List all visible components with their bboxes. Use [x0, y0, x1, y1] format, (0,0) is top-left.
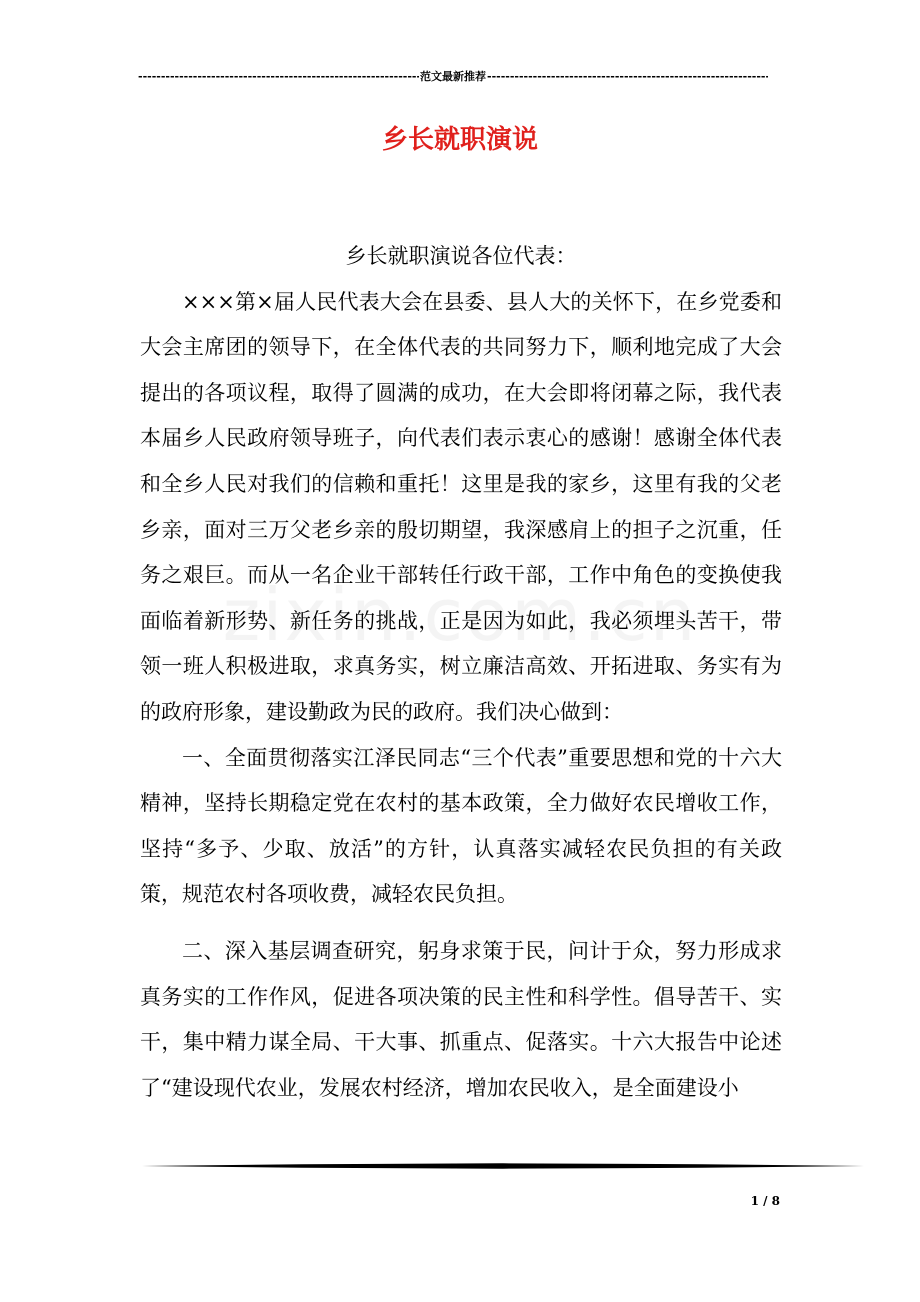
page-header	[138, 68, 768, 86]
paragraph-2: 一、全面贯彻落实江泽民同志“三个代表”重要思想和党的十六大精神，坚持长期稳定党在农村的基本政策，全力做好农民增收工作，坚持“多予、少取、放活”的方针，认真落实减轻农民负担的有关政策，规范农村各项收费，减轻农民负担。	[140, 745, 782, 907]
document-title: 乡长就职演说	[381, 125, 538, 155]
salutation: 乡长就职演说各位代表：	[345, 244, 577, 268]
paragraph-3: 二、深入基层调查研究，躬身求策于民，问计于众，努力形成求真务实的工作作风，促进各项决策的民主性和科学性。倡导苦干、实干，集中精力谋全局、干大事、抓重点、促落实。十六大报告中论述了“建设现代农业，发展农村经济，增加农民收入，是全面建设小	[140, 938, 782, 1100]
header-label: 范文最新推荐	[420, 70, 486, 83]
header-dashes-right	[487, 68, 768, 86]
page-number: 1 / 8	[750, 1194, 780, 1208]
footer-rule	[142, 1163, 864, 1169]
document-body	[140, 234, 782, 1111]
paragraph-1: ×××第×届人民代表大会在县委、县人大的关怀下，在乡党委和大会主席团的领导下，在全体代表的共同努力下，顺利地完成了大会提出的各项议程，取得了圆满的成功，在大会即将闭幕之际，我代表本届乡人民政府领导班子，向代表们表示衷心的感谢！感谢全体代表和全乡人民对我们的信赖和重托！这里是我的家乡，这里有我的父老乡亲，面对三万父老乡亲的殷切期望，我深感肩上的担子之沉重，任务之艰巨。而从一名企业干部转任行政干部，工作中角色的变换使我面临着新形势、新任务的挑战，正是因为如此，我必须埋头苦干，带领一班人积极进取，求真务实，树立廉洁高效、开拓进取、务实有为的政府形象，建设勤政为民的政府。我们决心做到：	[140, 289, 782, 724]
header-dashes-left	[138, 68, 419, 86]
